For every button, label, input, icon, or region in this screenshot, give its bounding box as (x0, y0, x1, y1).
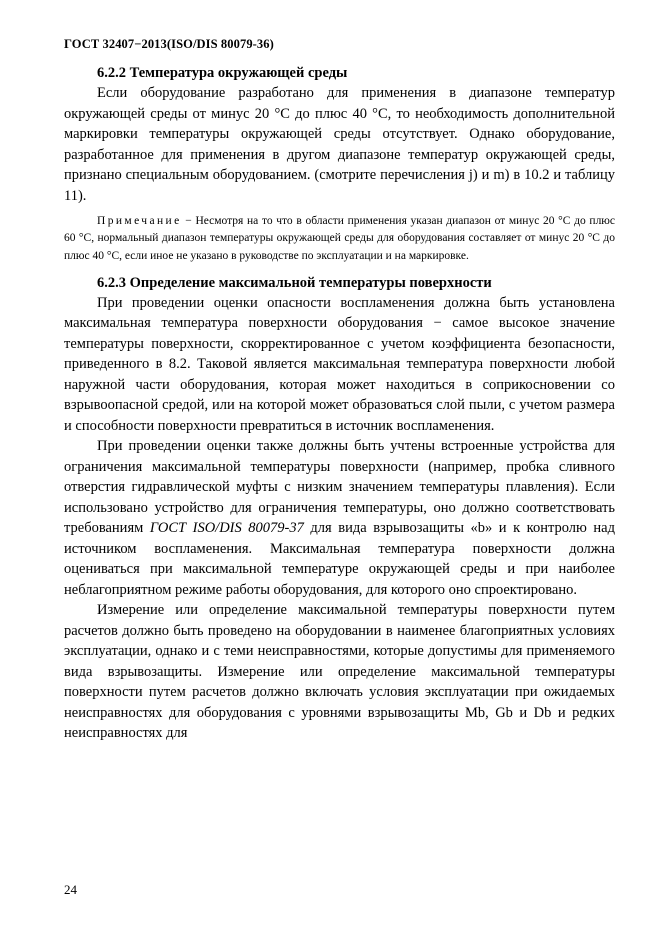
page-number: 24 (64, 882, 77, 897)
paragraph-max-surface-temperature-3: Измерение или определение максимальной температуры поверхности путем расчетов должно быть проведено на оборудовании в наименее благоприятных условиях эксплуатации, однако и с теми неисправностями, которые допустимы для применяемого вида взрывозащиты. Измерение или определение максимальной температуры поверхности путем расчетов должно включать условия эксплуатации при ожидаемых неисправностях для оборудования с уровнями взрывозащиты Mb, Gb и Db и редких неисправностях для (64, 602, 615, 742)
section-title-6-2-3: 6.2.3 Определение максимальной температуры поверхности (97, 274, 492, 291)
note-paragraph (64, 213, 615, 265)
paragraph-max-surface-temperature-2 (64, 436, 615, 600)
page-content (64, 60, 615, 744)
section-title-6-2-2: 6.2.2 Температура окружающей среды (97, 65, 348, 81)
paragraph2-end: для вида взрывозащиты «b» и к контролю над источником воспламенения. Максимальная температура поверхности должна оцениваться при максимальной температуре окружающей среды и при наиболее неблагоприятном режиме работы оборудования, для которого оно спроектировано. (64, 520, 615, 598)
standard-reference: ГОСТ ISO/DIS 80079-37 (149, 520, 304, 537)
document-header: ГОСТ 32407−2013(ISO/DIS 80079-36) (64, 37, 274, 51)
note-text: − Несмотря на то что в области применения указан диапазон от минус 20 °С до плюс 60 °С, нормальный диапазон температуры окружающей среды для оборудования составляет от минус 20 °С до плюс 40 °С, если иное не указано в руководстве по эксплуатации и на маркировке. (64, 215, 615, 262)
note-label: Примечание (97, 215, 182, 227)
paragraph2-start: При проведении оценки также должны быть учтены встроенные устройства для ограничения максимальной температуры поверхности (например, пробка сливного отверстия гидравлической муфты с низким значением температуры плавления). Если использовано устройство для ограничения температуры, оно должно соответствовать требованиям (64, 438, 615, 537)
paragraph-ambient-temperature: Если оборудование разработано для применения в диапазоне температур окружающей среды от минус 20 °С до плюс 40 °С, то необходимость дополнительной маркировки температуры окружающей среды отсутствует. Однако оборудование, разработанное для применения в другом диапазоне температур окружающей среды, признано специальным оборудованием. (смотрите перечисления j) и m) в 10.2 и таблицу 11). (64, 85, 615, 204)
paragraph-max-surface-temperature-1: При проведении оценки опасности воспламенения должна быть установлена максимальная температура поверхности оборудования − самое высокое значение температуры поверхности, скорректированное с учетом коэффициента безопасности, приведенного в 8.2. Таковой является максимальная температура поверхности любой наружной части оборудования, которая может находиться в соприкосновении со взрывоопасной средой, или на которой может образоваться слой пыли, с учетом размера и способности поверхности превратиться в источник воспламенения. (64, 294, 615, 434)
